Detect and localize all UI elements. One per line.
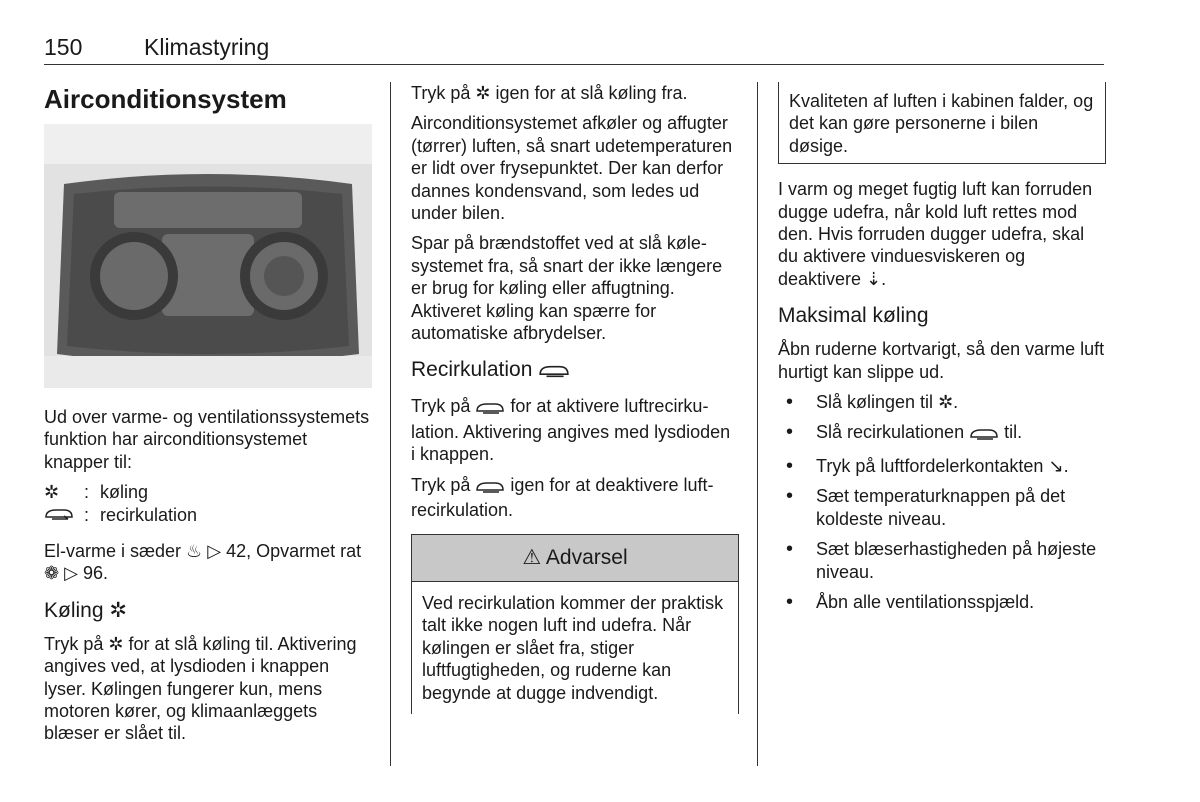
cooling-heading: Køling ✲: [44, 598, 127, 622]
snowflake-icon: ✲: [44, 482, 60, 503]
column-2: [411, 82, 739, 714]
column-3: [778, 82, 1106, 621]
intro-text: Ud over varme- og ventilationssystemets funktion har airconditionsystemet knapper til:: [44, 407, 370, 472]
arrow-icon: ▷: [207, 541, 222, 562]
steps-list: [778, 391, 1106, 613]
paragraph: Åbn ruderne kortvarigt, så den varme luft hurtigt kan slippe ud.: [778, 339, 1105, 382]
header-rule: [44, 64, 1104, 65]
list-item: • Sæt blæserhastigheden på højeste niveau.: [778, 538, 1106, 583]
paragraph: Tryk på igen for at deaktivere luftrecirkulation.: [411, 474, 714, 521]
legend-row: ✲ : køling: [44, 482, 149, 503]
cooling-text: Tryk på ✲ for at slå køling til. Aktivering angives ved, at lysdioden i knappen lyser. Kølingen fungerer kun, mens motoren kører, og klimaanlæggets blæser er slået til.: [44, 633, 357, 744]
legend-label: køling: [100, 482, 149, 503]
warning-header: ⚠ Advarsel: [412, 535, 738, 582]
recirculation-icon: [475, 477, 505, 499]
list-item: • Sæt temperaturknappen på det koldeste niveau.: [778, 485, 1106, 530]
recirculation-icon: [44, 504, 84, 526]
paragraph: Tryk på for at aktivere luftrecirkulation. Aktivering angives med lysdioden i knappen.: [411, 396, 731, 465]
recirculation-heading: Recirkulation: [411, 358, 739, 385]
button-legend: [44, 481, 374, 526]
paragraph: Spar på brændstoffet ved at slå kølesystemet fra, så snart der ikke længere er brug for køling eller affugtning. Aktiveret køling kan spærre for automatiske afbrydelser.: [411, 233, 723, 344]
recirculation-icon: [969, 424, 999, 446]
warning-triangle-icon: ⚠: [522, 545, 542, 569]
list-item: • Slå kølingen til ✲.: [778, 391, 1106, 413]
paragraph: Tryk på ✲ igen for at slå køling fra.: [411, 83, 688, 103]
arrow-icon: ▷: [64, 563, 78, 584]
warning-text: Ved recirkulation kommer der praktisk talt ikke nogen luft ind udefra. Når kølingen er slået fra, stiger luftfugtigheden, og ruderne kan begynde at dugge indvendigt.: [422, 592, 724, 703]
chapter-title: Klimastyring: [144, 34, 270, 60]
defog-icon: ⇣: [866, 268, 882, 289]
warning-continuation: Kvaliteten af luften i kabinen falder, og det kan gøre personerne i bilen døsige.: [778, 82, 1106, 164]
snowflake-icon: ✲: [475, 83, 491, 103]
list-item: • Tryk på luftfordelerkontakten ↘.: [778, 455, 1106, 477]
section-title: Airconditionsystem: [44, 84, 287, 114]
legend-label: recirkulation: [100, 504, 198, 525]
legend-row: : recirkulation: [44, 504, 374, 526]
air-distribution-icon: ↘: [1048, 455, 1064, 476]
warning-box: [411, 534, 739, 714]
snowflake-icon: ✲: [938, 392, 954, 413]
paragraph: Airconditionsystemet afkøler og affugter (tørrer) luften, så snart udetemperaturen er lidt over frysepunktet. Der kan derfor dannes kondensvand, som ledes ud under bilen.: [411, 113, 733, 224]
snowflake-icon: ✲: [109, 598, 127, 622]
max-cooling-heading: Maksimal køling: [778, 304, 929, 328]
column-divider: [390, 82, 391, 766]
page-number: 150: [44, 34, 83, 60]
column-divider: [757, 82, 758, 766]
paragraph: I varm og meget fugtig luft kan forruden dugge udefra, når kold luft rettes mod den. Hvis forruden dugger udefra, skal du aktivere vinduesviskeren og deaktivere ⇣.: [778, 179, 1093, 289]
seat-heating-ref: El-varme i sæder ♨ ▷ 42, Opvarmet rat ❁ ▷ 96.: [44, 541, 362, 584]
column-1: [44, 82, 374, 753]
climate-panel-photo: [44, 124, 372, 388]
list-item: • Åbn alle ventilationsspjæld.: [778, 591, 1106, 613]
snowflake-icon: ✲: [108, 633, 124, 654]
steering-wheel-icon: ❁: [44, 563, 60, 584]
recirculation-icon: [475, 398, 505, 420]
list-item: • Slå recirkulationen til.: [778, 421, 1106, 446]
recirculation-icon: [538, 361, 570, 385]
seat-heat-icon: ♨: [186, 541, 203, 562]
